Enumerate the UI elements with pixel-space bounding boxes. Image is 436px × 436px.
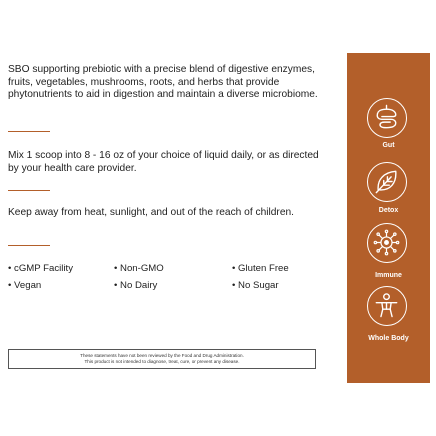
fda-disclaimer	[8, 349, 316, 369]
gut-label: Gut	[382, 142, 395, 149]
section-divider	[8, 245, 50, 246]
feature-non-gmo: • Non-GMO	[114, 263, 164, 274]
immune-label: Immune	[375, 272, 402, 279]
whole-body-badge	[367, 286, 407, 326]
whole-body-label: Whole Body	[368, 335, 409, 342]
leaf-icon	[368, 163, 405, 200]
intestine-icon	[368, 99, 405, 136]
gut-badge	[367, 98, 407, 138]
body-icon	[368, 287, 405, 324]
detox-label: Detox	[378, 207, 399, 214]
section-divider	[8, 190, 50, 191]
section-divider	[8, 131, 50, 132]
feature-cgmp: • cGMP Facility	[8, 263, 74, 274]
feature-vegan: • Vegan	[8, 280, 42, 291]
cell-icon	[368, 224, 405, 261]
storage-text: Keep away from heat, sunlight, and out of the reach of children.	[8, 207, 294, 218]
disclaimer-line: This product is not intended to diagnose, treat, cure, or prevent any disease.	[84, 358, 240, 364]
detox-badge	[367, 162, 407, 202]
benefits-panel	[347, 53, 430, 383]
disclaimer-line: These statements have not been reviewed by the Food and Drug Administration.	[80, 353, 244, 358]
description-text: SBO supporting prebiotic with a precise blend of digestive enzymes, fruits, vegetables, mushrooms, roots, and herbs that provide phytonutrients to aid in digestion and maintain a diverse microbiome.	[8, 64, 318, 100]
directions-text: Mix 1 scoop into 8 - 16 oz of your choice of liquid daily, or as directed by your health care provider.	[8, 150, 319, 174]
feature-no-sugar: • No Sugar	[232, 280, 279, 291]
feature-no-dairy: • No Dairy	[114, 280, 158, 291]
immune-badge	[367, 223, 407, 263]
feature-gluten-free: • Gluten Free	[232, 263, 289, 274]
